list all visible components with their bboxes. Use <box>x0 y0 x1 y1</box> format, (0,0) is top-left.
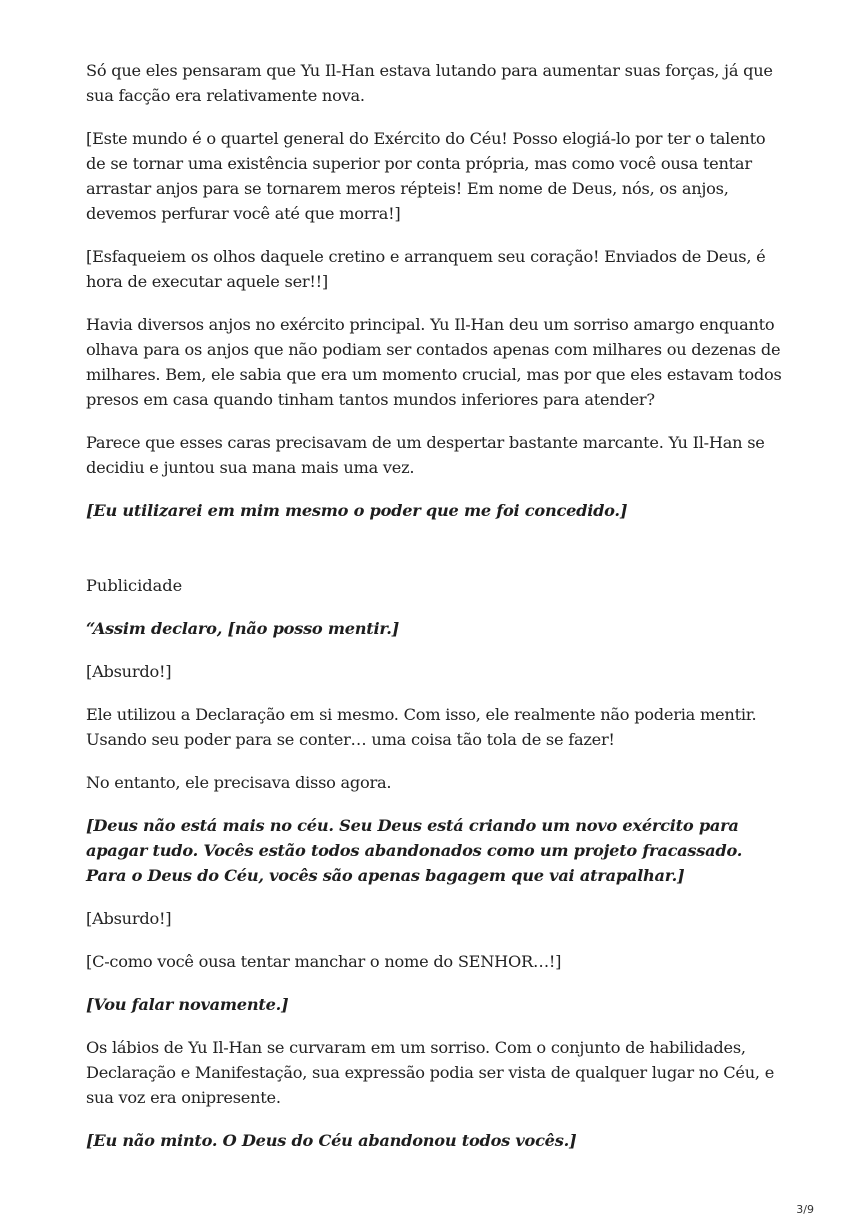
spacer <box>86 541 786 573</box>
document-body <box>86 58 786 1171</box>
dialogue-paragraph: [Este mundo é o quartel general do Exército do Céu! Posso elogiá-lo por ter o talento de se tornar uma existência superior por conta própria, mas como você ousa tentar arrastar anjos para se tornarem meros répteis! Em nome de Deus, nós, os anjos, devemos perfurar você até que morra!] <box>86 129 766 223</box>
emphasized-dialogue: “Assim declaro, [não posso mentir.] <box>86 619 400 638</box>
paragraph: Havia diversos anjos no exército principal. Yu Il-Han deu um sorriso amargo enquanto olhava para os anjos que não podiam ser contados apenas com milhares ou dezenas de milhares. Bem, ele sabia que era um momento crucial, mas por que eles estavam todos presos em casa quando tinham tantos mundos inferiores para atender? <box>86 315 782 409</box>
emphasized-dialogue: [Deus não está mais no céu. Seu Deus está criando um novo exército para apagar tudo. Vocês estão todos abandonados como um projeto fracassado. Para o Deus do Céu, vocês são apenas bagagem que vai atrapalhar.] <box>86 816 743 885</box>
emphasized-dialogue: [Vou falar novamente.] <box>86 995 289 1014</box>
paragraph: Parece que esses caras precisavam de um despertar bastante marcante. Yu Il-Han se decidiu e juntou sua mana mais uma vez. <box>86 433 765 477</box>
dialogue-paragraph: [C-como você ousa tentar manchar o nome do SENHOR…!] <box>86 952 562 971</box>
advertisement-label: Publicidade <box>86 576 183 595</box>
dialogue-paragraph: [Esfaqueiem os olhos daquele cretino e arranquem seu coração! Enviados de Deus, é hora de executar aquele ser!!] <box>86 247 766 291</box>
paragraph: Ele utilizou a Declaração em si mesmo. Com isso, ele realmente não poderia mentir. Usando seu poder para se conter… uma coisa tão tola de se fazer! <box>86 705 757 749</box>
emphasized-dialogue: [Eu não minto. O Deus do Céu abandonou todos vocês.] <box>86 1131 577 1150</box>
dialogue-paragraph: [Absurdo!] <box>86 909 172 928</box>
paragraph: Os lábios de Yu Il-Han se curvaram em um sorriso. Com o conjunto de habilidades, Declaração e Manifestação, sua expressão podia ser vista de qualquer lugar no Céu, e sua voz era onipresente. <box>86 1038 775 1107</box>
paragraph: No entanto, ele precisava disso agora. <box>86 773 392 792</box>
paragraph: Só que eles pensaram que Yu Il-Han estava lutando para aumentar suas forças, já que sua facção era relativamente nova. <box>86 61 773 105</box>
dialogue-paragraph: [Absurdo!] <box>86 662 172 681</box>
page-number: 3/9 <box>796 1203 814 1216</box>
emphasized-dialogue: [Eu utilizarei em mim mesmo o poder que me foi concedido.] <box>86 501 628 520</box>
